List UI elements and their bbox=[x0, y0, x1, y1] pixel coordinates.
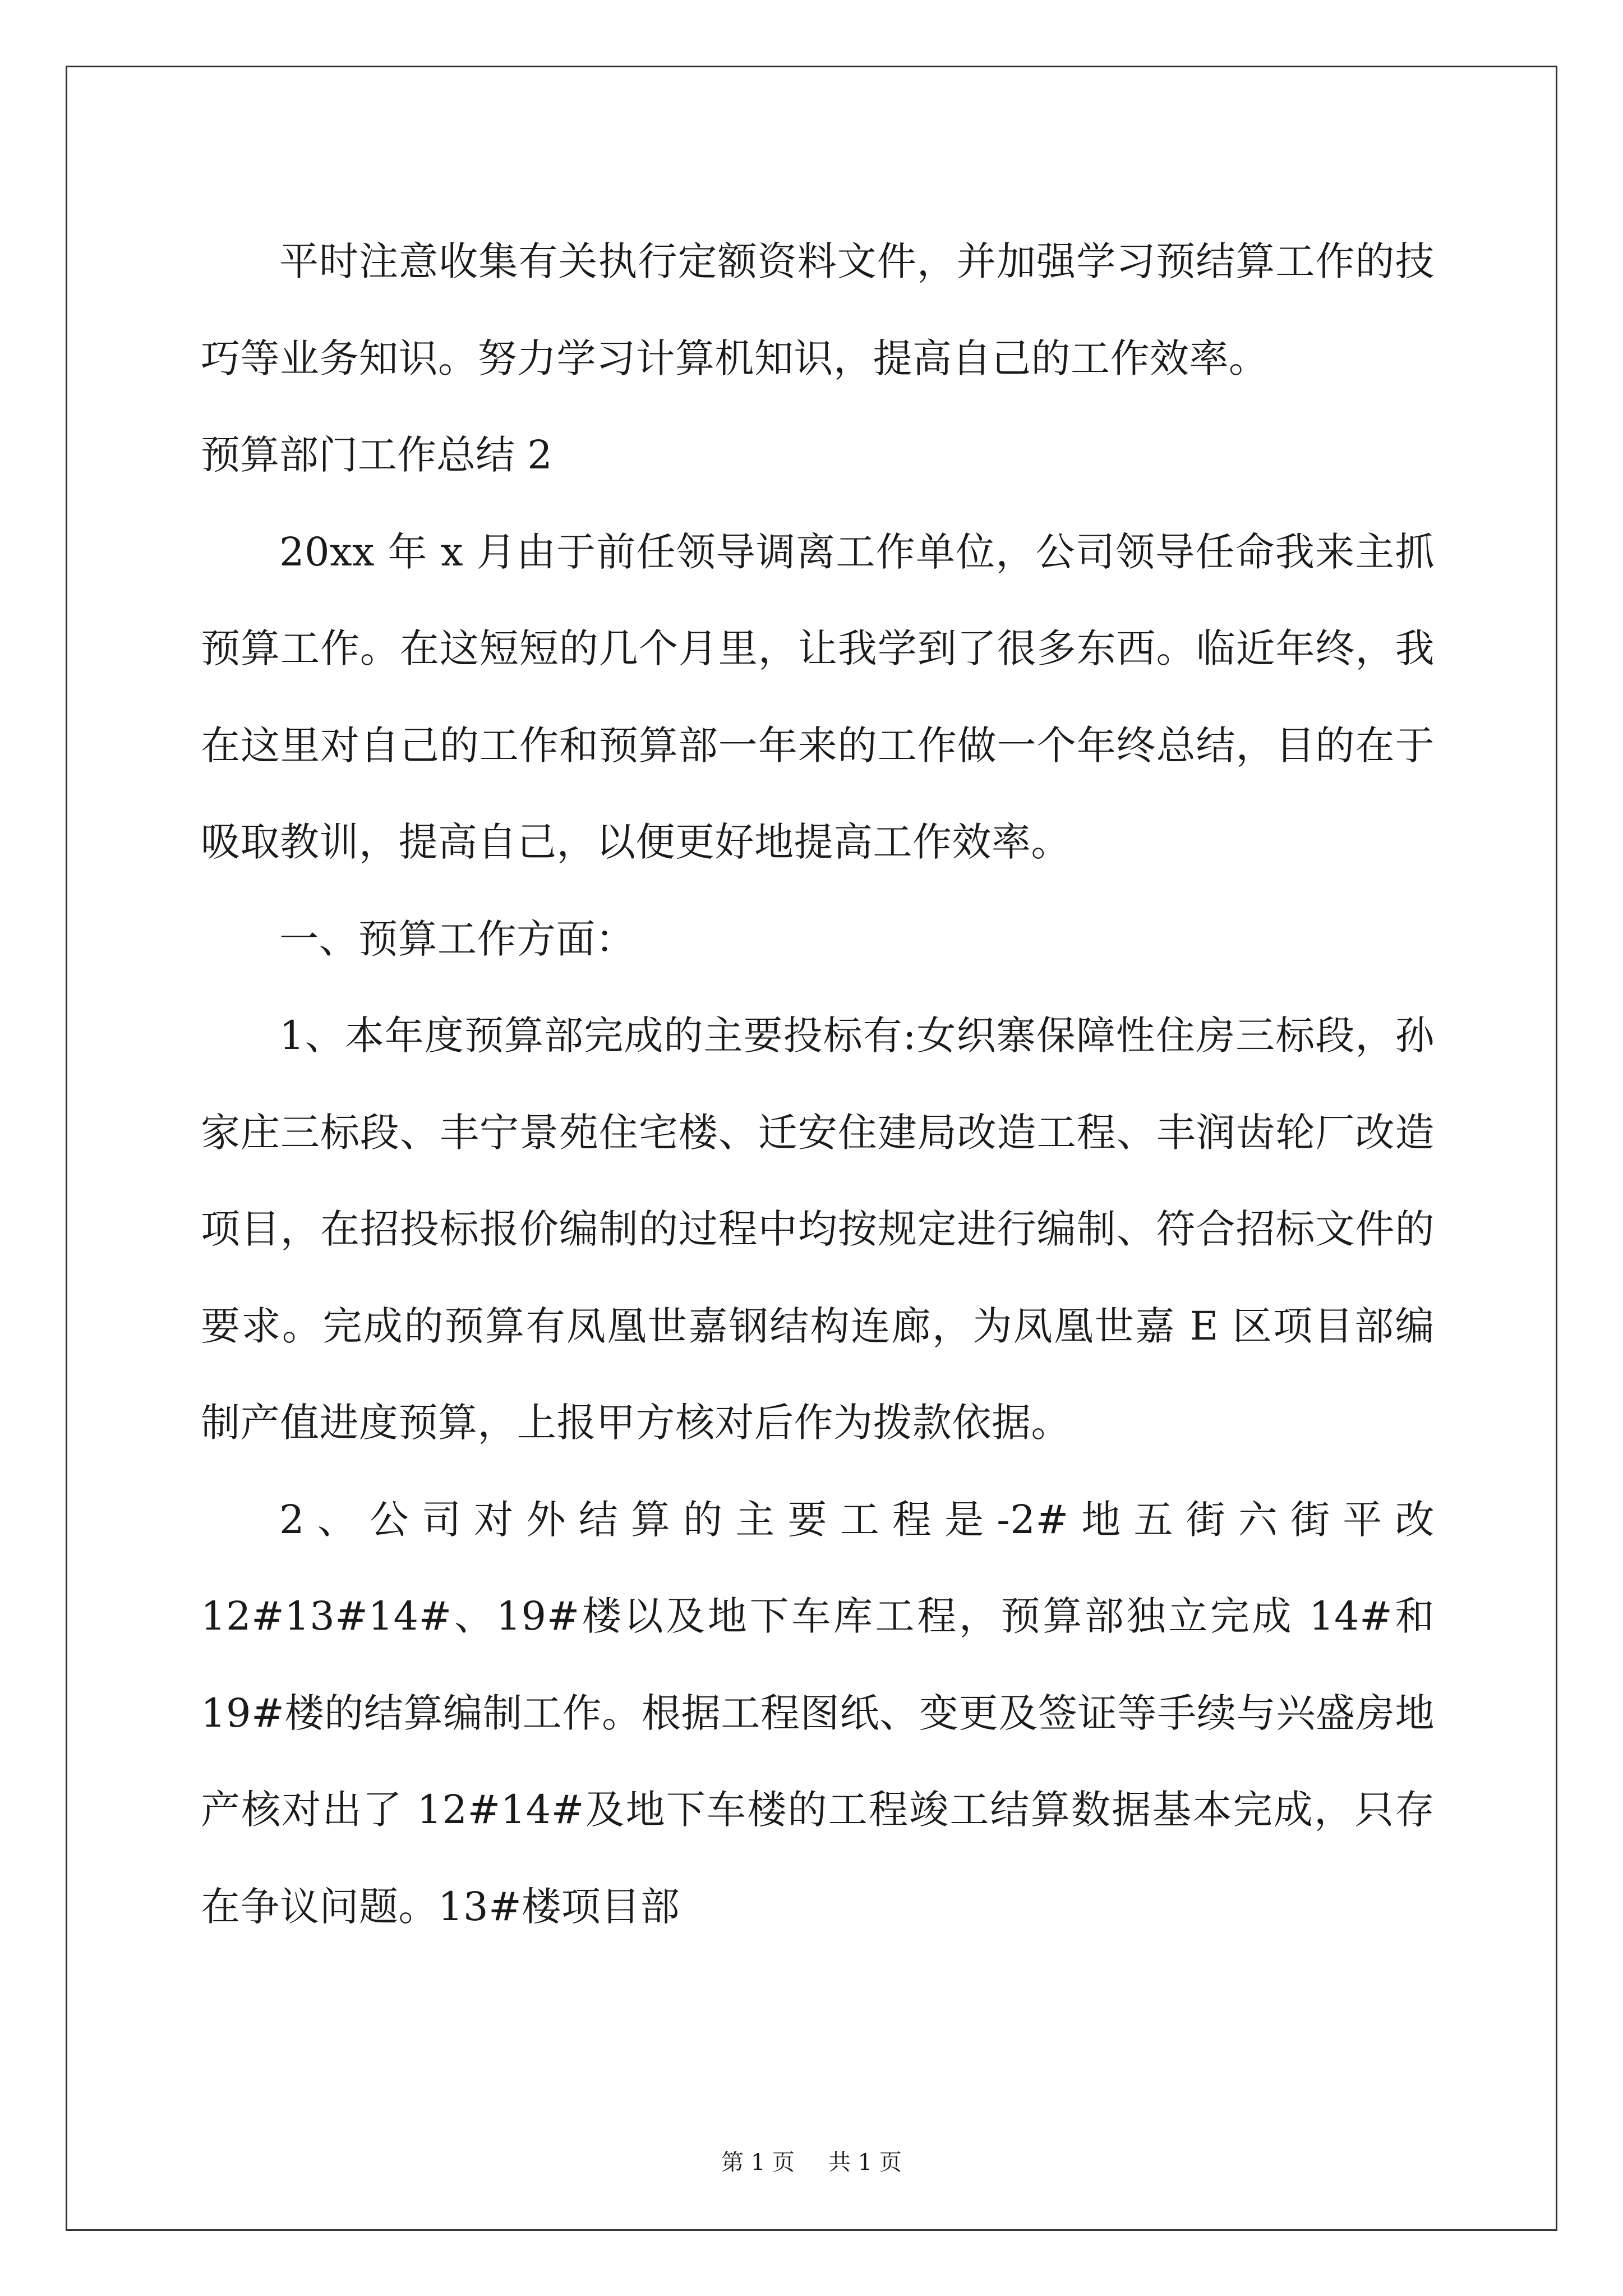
paragraph: 20xx 年 x 月由于前任领导调离工作单位，公司领导任命我来主抓预算工作。在这短短的几个月里，让我学到了很多东西。临近年终，我在这里对自己的工作和预算部一年来的工作做一个年终总结，目的在于吸取教训，提高自己，以便更好地提高工作效率。 bbox=[201, 528, 1435, 865]
page-total: 共 1 页 bbox=[828, 2150, 902, 2175]
page-number: 第 1 页 bbox=[721, 2150, 795, 2175]
document-body bbox=[201, 213, 1435, 1955]
page-footer bbox=[0, 2148, 1623, 2177]
paragraph: 平时注意收集有关执行定额资料文件，并加强学习预结算工作的技巧等业务知识。努力学习计算机知识，提高自己的工作效率。 bbox=[201, 238, 1435, 381]
section-heading: 预算部门工作总结 2 bbox=[201, 432, 552, 478]
paragraph: 1、本年度预算部完成的主要投标有:女织寨保障性住房三标段，孙家庄三标段、丰宁景苑住宅楼、迁安住建局改造工程、丰润齿轮厂改造项目，在招投标报价编制的过程中均按规定进行编制、符合招标文件的要求。完成的预算有凤凰世嘉钢结构连廊，为凤凰世嘉 E 区项目部编制产值进度预算，上报甲方核对后作为拨款依据。 bbox=[201, 1013, 1435, 1446]
paragraph: 2、公司对外结算的主要工程是-2#地五街六街平改 12#13#14#、19#楼以及地下车库工程，预算部独立完成 14#和 19#楼的结算编制工作。根据工程图纸、变更及签证等手续与兴盛房地产核对出了 12#14#及地下车楼的工程竣工结算数据基本完成，只存在争议问题。13#楼项目部 bbox=[201, 1496, 1435, 1930]
subsection-heading: 一、预算工作方面： bbox=[279, 915, 635, 962]
